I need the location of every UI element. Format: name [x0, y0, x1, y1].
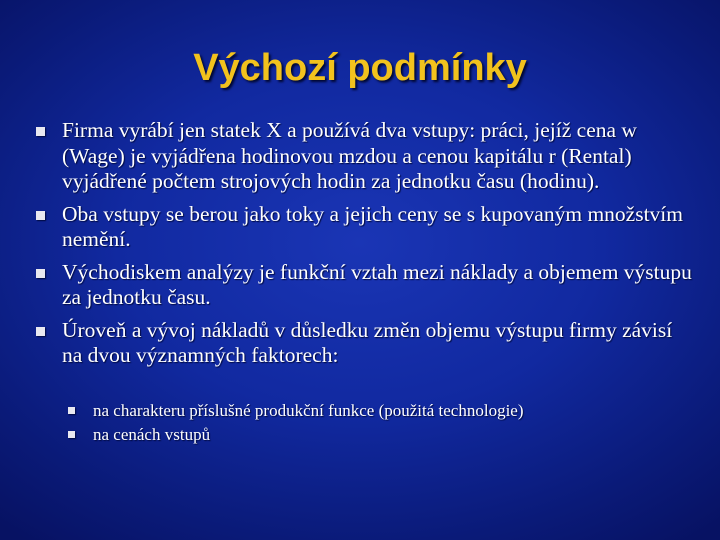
slide-title: Výchozí podmínky	[193, 47, 527, 89]
square-bullet-icon	[36, 327, 45, 336]
sub-bullet-item	[68, 399, 688, 423]
bullet-text: Východiskem analýzy je funkční vztah mezi náklady a objemem výstupu za jednotku času.	[62, 259, 692, 309]
square-bullet-icon	[68, 407, 75, 414]
bullet-list	[36, 118, 696, 376]
bullet-text: Úroveň a vývoj nákladů v důsledku změn objemu výstupu firmy závisí na dvou významných faktorech:	[62, 317, 673, 367]
square-bullet-icon	[68, 431, 75, 438]
square-bullet-icon	[36, 269, 45, 278]
sub-bullet-text: na charakteru příslušné produkční funkce (použitá technologie)	[93, 401, 524, 420]
sub-bullet-text: na cenách vstupů	[93, 425, 211, 444]
bullet-text: Firma vyrábí jen statek X a používá dva vstupy: práci, jejíž cena w (Wage) je vyjádřena hodinovou mzdou a cenou kapitálu r (Rental) vyjádřené počtem strojových hodin za jednotku času (hodinu).	[62, 118, 637, 193]
square-bullet-icon	[36, 211, 45, 220]
sub-bullet-list	[68, 399, 688, 447]
bullet-item	[36, 202, 696, 253]
bullet-item	[36, 118, 696, 195]
bullet-text: Oba vstupy se berou jako toky a jejich ceny se s kupovaným množstvím nemění.	[62, 201, 683, 251]
bullet-item	[36, 318, 696, 369]
sub-bullet-item	[68, 423, 688, 447]
bullet-item	[36, 260, 696, 311]
square-bullet-icon	[36, 127, 45, 136]
